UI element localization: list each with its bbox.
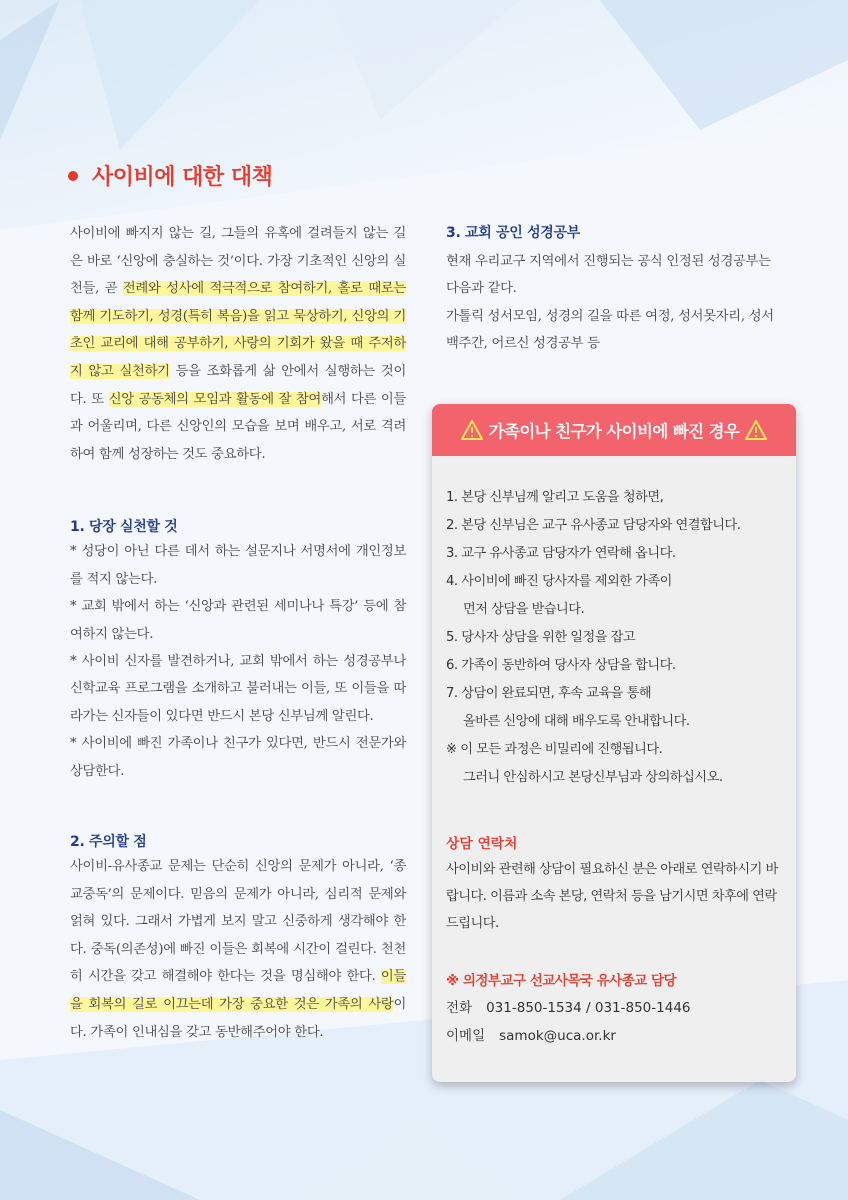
contact-heading: 상담 연락처 bbox=[446, 836, 518, 852]
caution-part: 사이비-유사종교 문제는 단순히 신앙의 문제가 아니라, ‘종교중독’의 문제이다. 믿음의 문제가 아니라, 심리적 문제와 얽혀 있다. 그래서 가볍게 보지 말고 신중하게 생각해야 한다. 중독(의존성)에 빠진 이들은 회복에 시간이 걸린다. 천천히 시간을 갖고 해결해야 한다는 것을 명심해야 한다. bbox=[70, 859, 406, 985]
section-heading: 1. 당장 실천할 것 bbox=[70, 519, 178, 536]
list-item: 7. 상담이 완료되면, 후속 교육을 통해 bbox=[446, 686, 652, 701]
list-item: 4. 사이비에 빠진 당사자를 제외한 가족이 bbox=[446, 574, 672, 589]
note-item: * 교회 밖에서 하는 ‘신앙과 관련된 세미나나 특강’ 등에 참여하지 않는다. bbox=[70, 599, 406, 642]
list-item: 1. 본당 신부님께 알리고 도움을 청하면, bbox=[446, 490, 664, 505]
right-column bbox=[446, 222, 786, 358]
list-item: 올바른 신앙에 대해 배우도록 안내합니다. bbox=[463, 714, 690, 729]
warning-triangle-icon bbox=[745, 420, 767, 440]
intro-highlight: 전례와 성사에 적극적으로 참여하기, 홀로 때로는 함께 기도하기, 성경(특히 복음)을 읽고 묵상하기, 신앙의 기초인 교리에 대해 공부하기, 사랑의 기회가 왔을 때 주저하지 않고 실천하기 bbox=[70, 281, 406, 379]
list-item: 그러니 안심하시고 본당신부님과 상의하십시오. bbox=[463, 770, 723, 785]
caution-part: 이다. 가족이 인내심을 갖고 동반해주어야 한다. bbox=[70, 996, 406, 1040]
list-item: 6. 가족이 동반하여 당사자 상담을 합니다. bbox=[446, 658, 676, 673]
list-item: ※ 이 모든 과정은 비밀리에 진행됩니다. bbox=[446, 742, 663, 757]
list-item: 먼저 상담을 받습니다. bbox=[463, 602, 585, 617]
caution-paragraph bbox=[70, 853, 406, 1046]
bible-study-text: 현재 우리교구 지역에서 진행되는 공식 인정된 성경공부는 다음과 같다. bbox=[446, 254, 771, 297]
list-item: 3. 교구 유사종교 담당자가 연락해 옵니다. bbox=[446, 546, 676, 561]
note-item: * 사이비 신자를 발견하거나, 교회 밖에서 하는 성경공부나 신학교육 프로그램을 소개하고 불러내는 이들, 또 이들을 따라가는 신자들이 있다면 반드시 본당 신부님께 알린다. bbox=[70, 653, 406, 724]
intro-highlight: 신앙 공동체의 모임과 활동에 잘 참여 bbox=[108, 391, 322, 407]
section-caution bbox=[70, 831, 406, 1046]
email-label: 이메일 bbox=[446, 1028, 486, 1044]
section-practice bbox=[70, 516, 406, 785]
email-address[interactable]: samok@uca.or.kr bbox=[499, 1028, 616, 1044]
page-title-text: 사이비에 대한 대책 bbox=[92, 165, 273, 190]
intro-part: 등을 조화롭게 삶 안에서 실행하는 것이다. 또 bbox=[70, 363, 406, 407]
phone-line bbox=[446, 999, 796, 1017]
bullet-dot-icon bbox=[68, 171, 78, 181]
page-title bbox=[68, 160, 272, 191]
note-item: * 사이비에 빠진 가족이나 친구가 있다면, 반드시 전문가와 상담한다. bbox=[70, 736, 406, 779]
contact-text: 사이비와 관련해 상담이 필요하신 분은 아래로 연락하시기 바랍니다. 이름과 소속 본당, 연락처 등을 남기시면 차후에 연락드립니다. bbox=[446, 862, 778, 931]
note-item: * 성당이 아닌 다른 데서 하는 설문지나 서명서에 개인정보를 적지 않는다. bbox=[70, 544, 406, 587]
intro-paragraph bbox=[70, 220, 406, 468]
email-line bbox=[446, 1027, 796, 1045]
warning-triangle-icon bbox=[461, 420, 483, 440]
phone-label: 전화 bbox=[446, 1000, 473, 1016]
list-item: 5. 당사자 상담을 위한 일정을 잡고 bbox=[446, 630, 636, 645]
section-heading: 3. 교회 공인 성경공부 bbox=[446, 225, 580, 241]
left-column bbox=[70, 220, 406, 1046]
office-name: ※ 의정부교구 선교사목국 유사종교 담당 bbox=[446, 973, 677, 989]
section-heading: 2. 주의할 점 bbox=[70, 834, 147, 850]
box-title: 가족이나 친구가 사이비에 빠진 경우 bbox=[488, 422, 740, 441]
list-item: 2. 본당 신부님은 교구 유사종교 담당자와 연결합니다. bbox=[446, 518, 741, 533]
caution-highlight: 이들을 회복의 길로 이끄는데 가장 중요한 것은 가족의 사랑 bbox=[70, 969, 406, 1012]
intro-part: 해서 다른 이들과 어울리며, 다른 신앙인의 모습을 보며 배우고, 서로 격려하여 함께 성장하는 것도 중요하다. bbox=[70, 391, 407, 462]
steps-list bbox=[432, 456, 796, 792]
family-help-box bbox=[432, 404, 796, 1082]
bible-study-list: 가톨릭 성서모임, 성경의 길을 따른 여정, 성서못자리, 성서백주간, 어르신 성경공부 등 bbox=[446, 308, 774, 352]
intro-part: 사이비에 빠지지 않는 길, 그들의 유혹에 걸려들지 않는 길은 바로 ‘신앙에 충실하는 것’이다. 가장 기초적인 신앙의 실천들, 곧 bbox=[70, 226, 406, 297]
box-header bbox=[432, 404, 796, 456]
phone-number[interactable]: 031-850-1534 / 031-850-1446 bbox=[486, 1000, 691, 1016]
